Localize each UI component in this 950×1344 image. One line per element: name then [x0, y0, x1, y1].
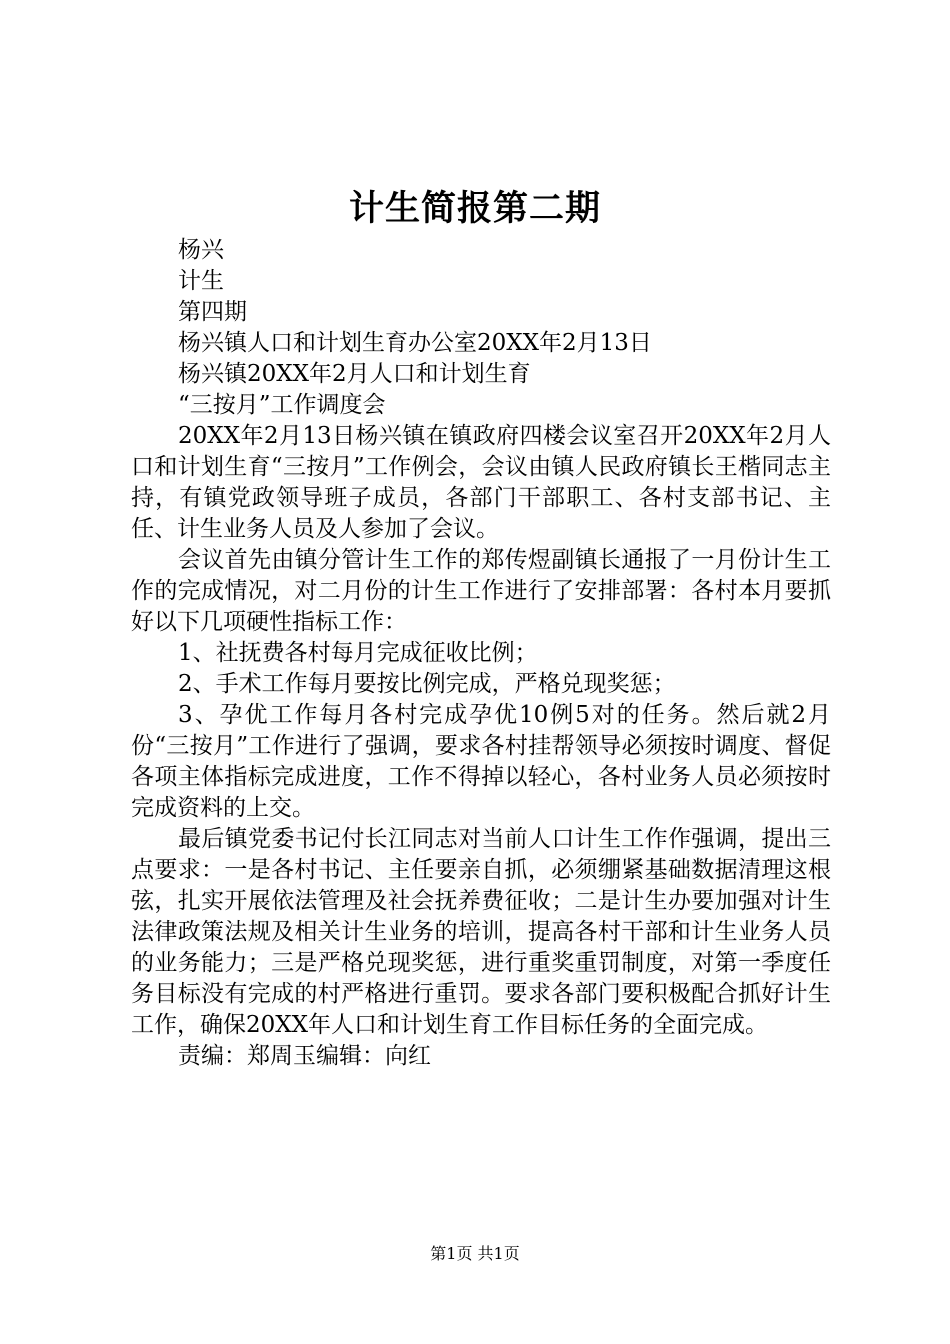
credits-line: 责编：郑周玉编辑：向红 — [178, 1043, 431, 1069]
header-line-subject: 杨兴镇20XX年2月人口和计划生育 — [178, 361, 531, 387]
header-line-category: 计生 — [178, 268, 224, 294]
header-line-meeting: “三按月”工作调度会 — [178, 392, 386, 418]
paragraph-meeting-intro: 20XX年2月13日杨兴镇在镇政府四楼会议室召开20XX年2月人口和计划生育“三按月”工作例会，会议由镇人民政府镇长王楷同志主持，有镇党政领导班子成员，各部门干部职工、各村支部书记、主任、计生业务人员及人参加了会议。 — [131, 423, 831, 542]
header-line-issue: 第四期 — [178, 299, 247, 325]
paragraph-report: 会议首先由镇分管计生工作的郑传煜副镇长通报了一月份计生工作的完成情况，对二月份的计生工作进行了安排部署：各村本月要抓好以下几项硬性指标工作： — [131, 547, 831, 635]
paragraph-item-2: 2、手术工作每月要按比例完成，严格兑现奖惩； — [178, 671, 676, 697]
paragraph-requirements: 最后镇党委书记付长江同志对当前人口计生工作作强调，提出三点要求：一是各村书记、主任要亲自抓，必须绷紧基础数据清理这根弦，扎实开展依法管理及社会抚养费征收；二是计生办要加强对计生法律政策法规及相关计生业务的培训，提高各村干部和计生业务人员的业务能力；三是严格兑现奖惩，进行重奖重罚制度，对第一季度任务目标没有完成的村严格进行重罚。要求各部门要积极配合抓好计生工作，确保20XX年人口和计划生育工作目标任务的全面完成。 — [131, 826, 831, 1038]
header-line-town: 杨兴 — [178, 237, 224, 263]
paragraph-item-3: 3、孕优工作每月各村完成孕优10例5对的任务。然后就2月份“三按月”工作进行了强调，要求各村挂帮领导必须按时调度、督促各项主体指标完成进度，工作不得掉以轻心，各村业务人员必须按时完成资料的上交。 — [131, 702, 831, 821]
paragraph-item-1: 1、社抚费各村每月完成征收比例； — [178, 640, 538, 666]
header-line-office-date: 杨兴镇人口和计划生育办公室20XX年2月13日 — [178, 330, 652, 356]
document-body — [131, 235, 831, 1072]
document-title: 计生简报第二期 — [348, 188, 601, 229]
page-footer: 第1页 共1页 — [430, 1244, 520, 1263]
